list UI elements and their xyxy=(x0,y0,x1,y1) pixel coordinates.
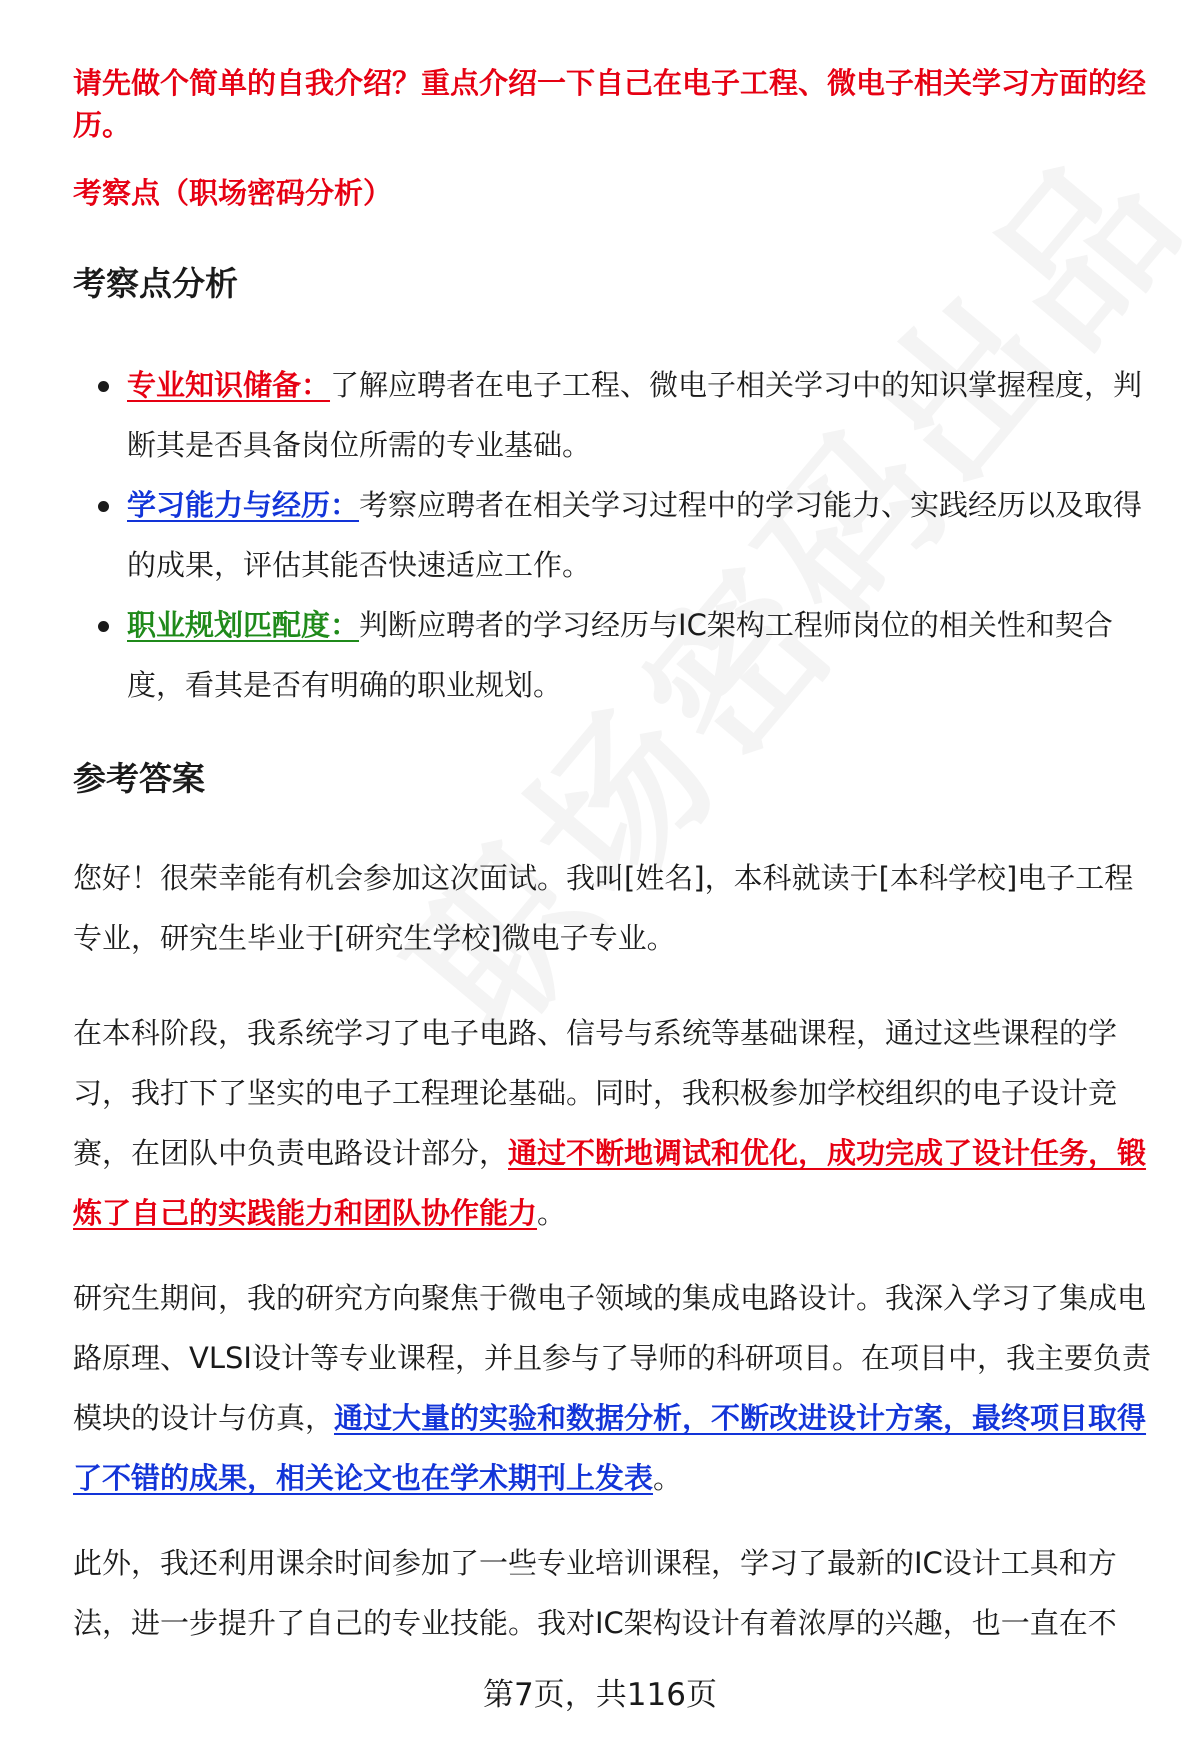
analysis-heading: 考察点分析 xyxy=(73,264,238,303)
list-item xyxy=(73,595,1158,715)
list-item xyxy=(73,355,1158,475)
item-keyword: 专业知识储备： xyxy=(127,368,331,402)
bullet-icon xyxy=(98,621,109,632)
question-title: 请先做个简单的自我介绍？重点介绍一下自己在电子工程、微电子相关学习方面的经历。 xyxy=(73,66,1147,142)
item-keyword: 学习能力与经历： xyxy=(127,488,360,522)
paragraph-text: 在本科阶段，我系统学习了电子电路、信号与系统等基础课程，通过这些课程的学习，我打下了坚实的电子工程理论基础。同时，我积极参加学校组织的电子设计竞赛，在团队中负责电路设计部分， xyxy=(73,1016,1118,1170)
bullet-icon xyxy=(98,501,109,512)
item-text: 判断应聘者的学习经历与IC架构工程师岗位的相关性和契合度，看其是否有明确的职业规划。 xyxy=(127,608,1113,702)
analysis-list xyxy=(73,355,1158,715)
paragraph-text: 研究生期间，我的研究方向聚焦于微电子领域的集成电路设计。我深入学习了集成电路原理、VLSI设计等专业课程，并且参与了导师的科研项目。在项目中，我主要负责模块的设计与仿真， xyxy=(73,1281,1151,1435)
answer-heading: 参考答案 xyxy=(73,759,205,798)
item-text: 考察应聘者在相关学习过程中的学习能力、实践经历以及取得的成果，评估其能否快速适应工作。 xyxy=(127,488,1143,582)
item-keyword: 职业规划匹配度： xyxy=(127,608,360,642)
list-item xyxy=(73,475,1158,595)
highlight-text: 通过不断地调试和优化，成功完成了设计任务，锻炼了自己的实践能力和团队协作能力 xyxy=(73,1136,1147,1230)
answer-paragraph-4: 此外，我还利用课余时间参加了一些专业培训课程，学习了最新的IC设计工具和方法，进一步提升了自己的专业技能。我对IC架构设计有着浓厚的兴趣，也一直在不 xyxy=(73,1546,1117,1640)
page-number: 第7页，共116页 xyxy=(483,1677,717,1713)
highlight-text: 通过大量的实验和数据分析，不断改进设计方案，最终项目取得了不错的成果，相关论文也在学术期刊上发表 xyxy=(73,1401,1147,1495)
paragraph-end: 。 xyxy=(653,1461,683,1495)
bullet-icon xyxy=(98,381,109,392)
answer-paragraph-3 xyxy=(73,1268,1158,1508)
item-text: 了解应聘者在电子工程、微电子相关学习中的知识掌握程度，判断其是否具备岗位所需的专业基础。 xyxy=(127,368,1143,462)
question-subtitle: 考察点（职场密码分析） xyxy=(73,176,393,210)
answer-paragraph-1: 您好！很荣幸能有机会参加这次面试。我叫[姓名]，本科就读于[本科学校]电子工程专业，研究生毕业于[研究生学校]微电子专业。 xyxy=(73,861,1134,955)
answer-paragraph-2 xyxy=(73,1003,1158,1243)
paragraph-end: 。 xyxy=(537,1196,567,1230)
